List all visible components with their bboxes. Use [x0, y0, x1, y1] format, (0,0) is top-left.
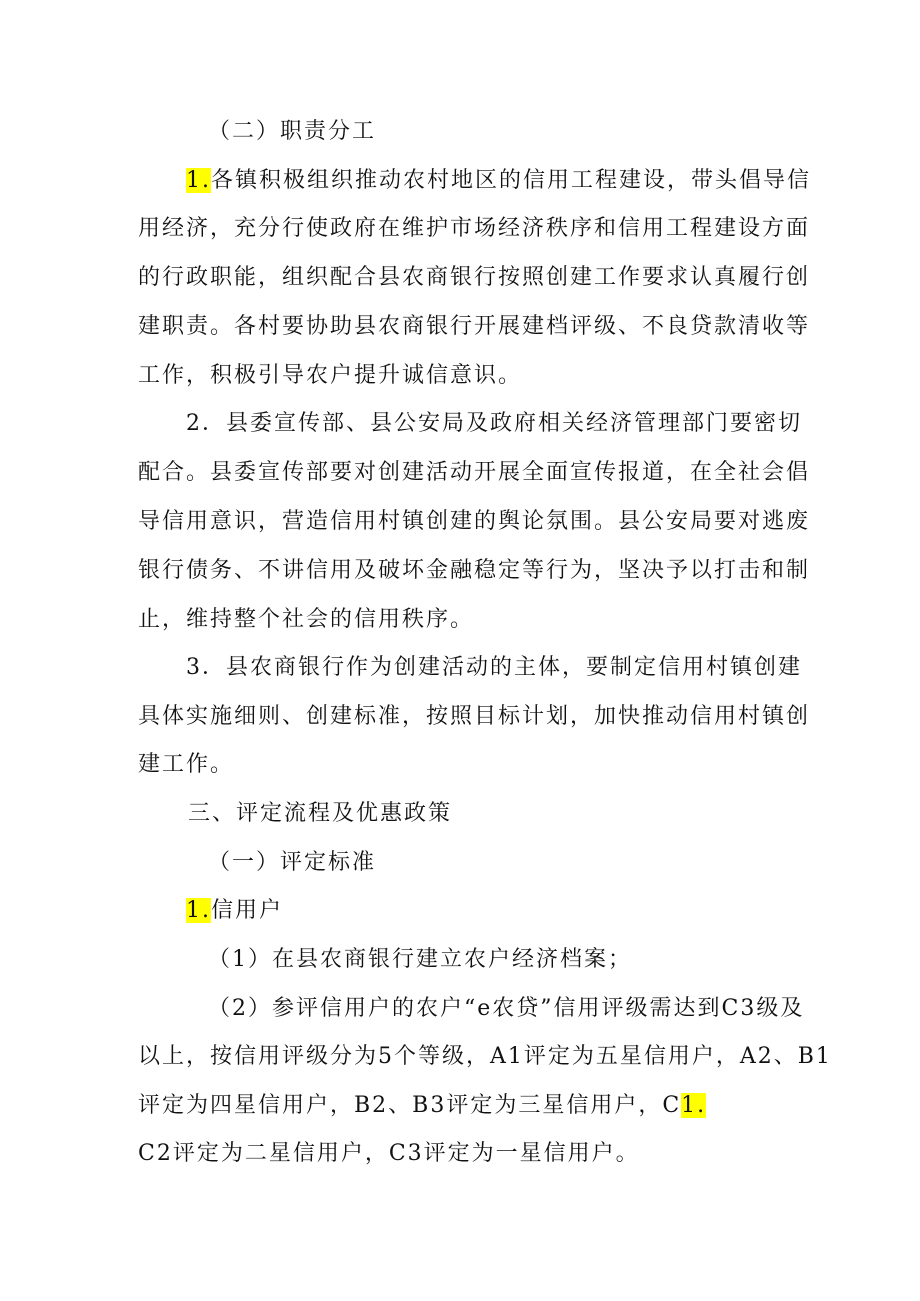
- paragraph-line: 以上，按信用评级分为5个等级，A1评定为五星信用户，A2、B1: [138, 1044, 832, 1069]
- highlighted-number: 1.: [681, 1093, 707, 1118]
- paragraph-text: 各镇积极组织推动农村地区的信用工程建设，带头倡导信: [211, 168, 812, 193]
- paragraph-text: 信用户: [211, 898, 284, 923]
- paragraph-line: 导信用意识，营造信用村镇创建的舆论氛围。县公安局要对逃废: [138, 509, 811, 534]
- paragraph-line: [186, 166, 920, 196]
- paragraph-text: 评定为四星信用户，B2、B3评定为三星信用户，C: [138, 1093, 682, 1118]
- paragraph-line: 的行政职能，组织配合县农商银行按照创建工作要求认真履行创: [138, 265, 811, 290]
- paragraph-line: 建工作。: [138, 752, 235, 777]
- paragraph-line: 2．县委宣传部、县公安局及政府相关经济管理部门要密切: [186, 411, 802, 436]
- paragraph-line: 止，维持整个社会的信用秩序。: [138, 607, 475, 632]
- paragraph-line: 银行债务、不讲信用及破坏金融稳定等行为，坚决予以打击和制: [138, 558, 811, 583]
- paragraph-line: [138, 1091, 920, 1121]
- highlighted-number: 1.: [186, 168, 211, 193]
- paragraph-line: 3．县农商银行作为创建活动的主体，要制定信用村镇创建: [186, 655, 802, 680]
- paragraph-line: C2评定为二星信用户，C3评定为一星信用户。: [138, 1141, 640, 1166]
- sub-heading-criteria: （一）评定标准: [208, 850, 377, 875]
- paragraph-line: 建职责。各村要协助县农商银行开展建档评级、不良贷款清收等: [138, 314, 811, 339]
- paragraph-line: （1）在县农商银行建立农户经济档案；: [208, 947, 632, 972]
- highlighted-number: 1.: [186, 898, 211, 923]
- section-heading-duties: （二）职责分工: [208, 119, 377, 144]
- paragraph-line: 配合。县委宣传部要对创建活动开展全面宣传报道，在全社会倡: [138, 460, 811, 485]
- paragraph-line: 工作，积极引导农户提升诚信意识。: [138, 363, 523, 388]
- paragraph-line: [186, 896, 920, 926]
- paragraph-line: 具体实施细则、创建标准，按照目标计划，加快推动信用村镇创: [138, 704, 811, 729]
- paragraph-line: （2）参评信用户的农户“e农贷”信用评级需达到C3级及: [208, 996, 805, 1021]
- section-heading-evaluation: 三、评定流程及优惠政策: [188, 801, 453, 826]
- paragraph-line: 用经济，充分行使政府在维护市场经济秩序和信用工程建设方面: [138, 216, 811, 241]
